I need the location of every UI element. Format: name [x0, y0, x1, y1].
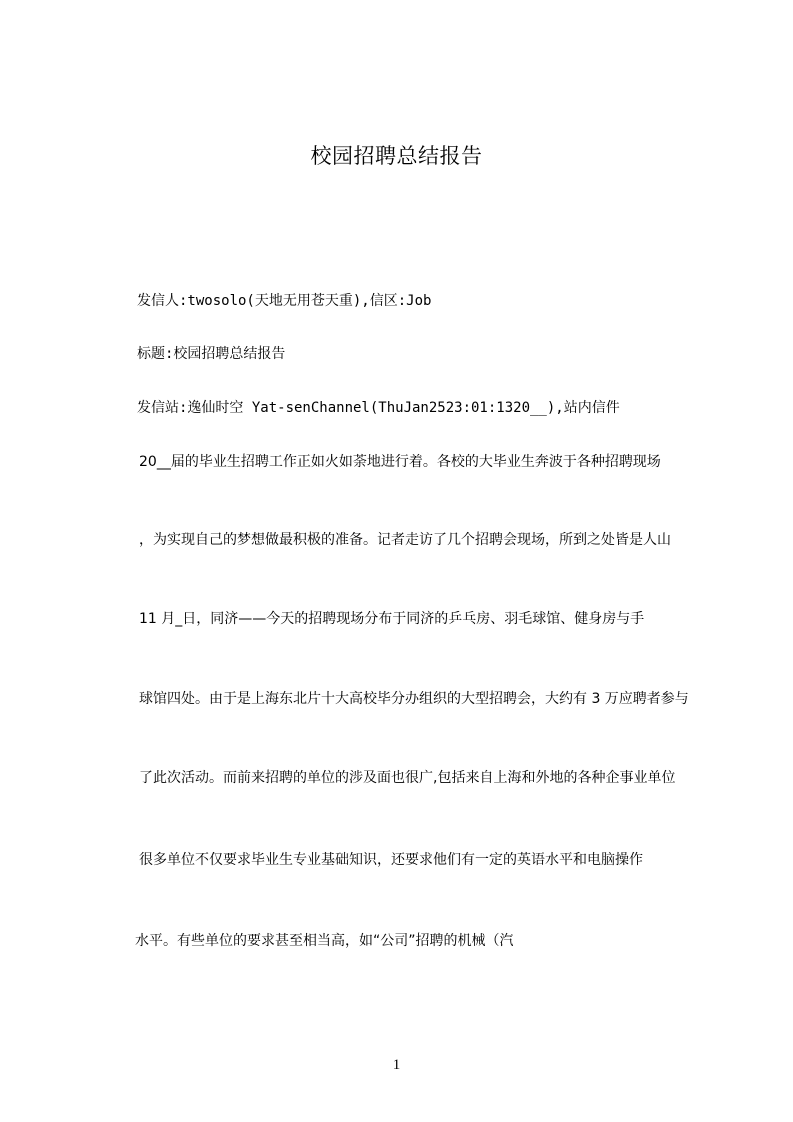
body-paragraph: 了此次活动。而前来招聘的单位的涉及面也很广,包括来自上海和外地的各种企事业单位	[139, 770, 676, 786]
header-sender: 发信人:twosolo(天地无用苍天重),信区:Job	[137, 293, 432, 309]
body-paragraph: 11 月_日，同济——今天的招聘现场分布于同济的乒乓房、羽毛球馆、健身房与手	[139, 611, 645, 627]
document-title: 校园招聘总结报告	[310, 144, 483, 168]
header-station: 发信站:逸仙时空 Yat-senChannel(ThuJan2523:01:1320__),站内信件	[137, 400, 620, 416]
body-paragraph: 20__届的毕业生招聘工作正如火如荼地进行着。各校的大毕业生奔波于各种招聘现场	[139, 454, 661, 470]
header-subject: 标题:校园招聘总结报告	[137, 346, 286, 362]
body-paragraph: 很多单位不仅要求毕业生专业基础知识，还要求他们有一定的英语水平和电脑操作	[139, 852, 643, 868]
body-paragraph: 球馆四处。由于是上海东北片十大高校毕分办组织的大型招聘会，大约有 3 万应聘者参与	[139, 691, 689, 707]
body-paragraph: ，为实现自己的梦想做最积极的准备。记者走访了几个招聘会现场，所到之处皆是人山	[139, 532, 671, 548]
page-number: 1	[392, 1057, 401, 1073]
body-paragraph: 水平。有些单位的要求甚至相当高，如“公司”招聘的机械（汽	[135, 933, 514, 949]
